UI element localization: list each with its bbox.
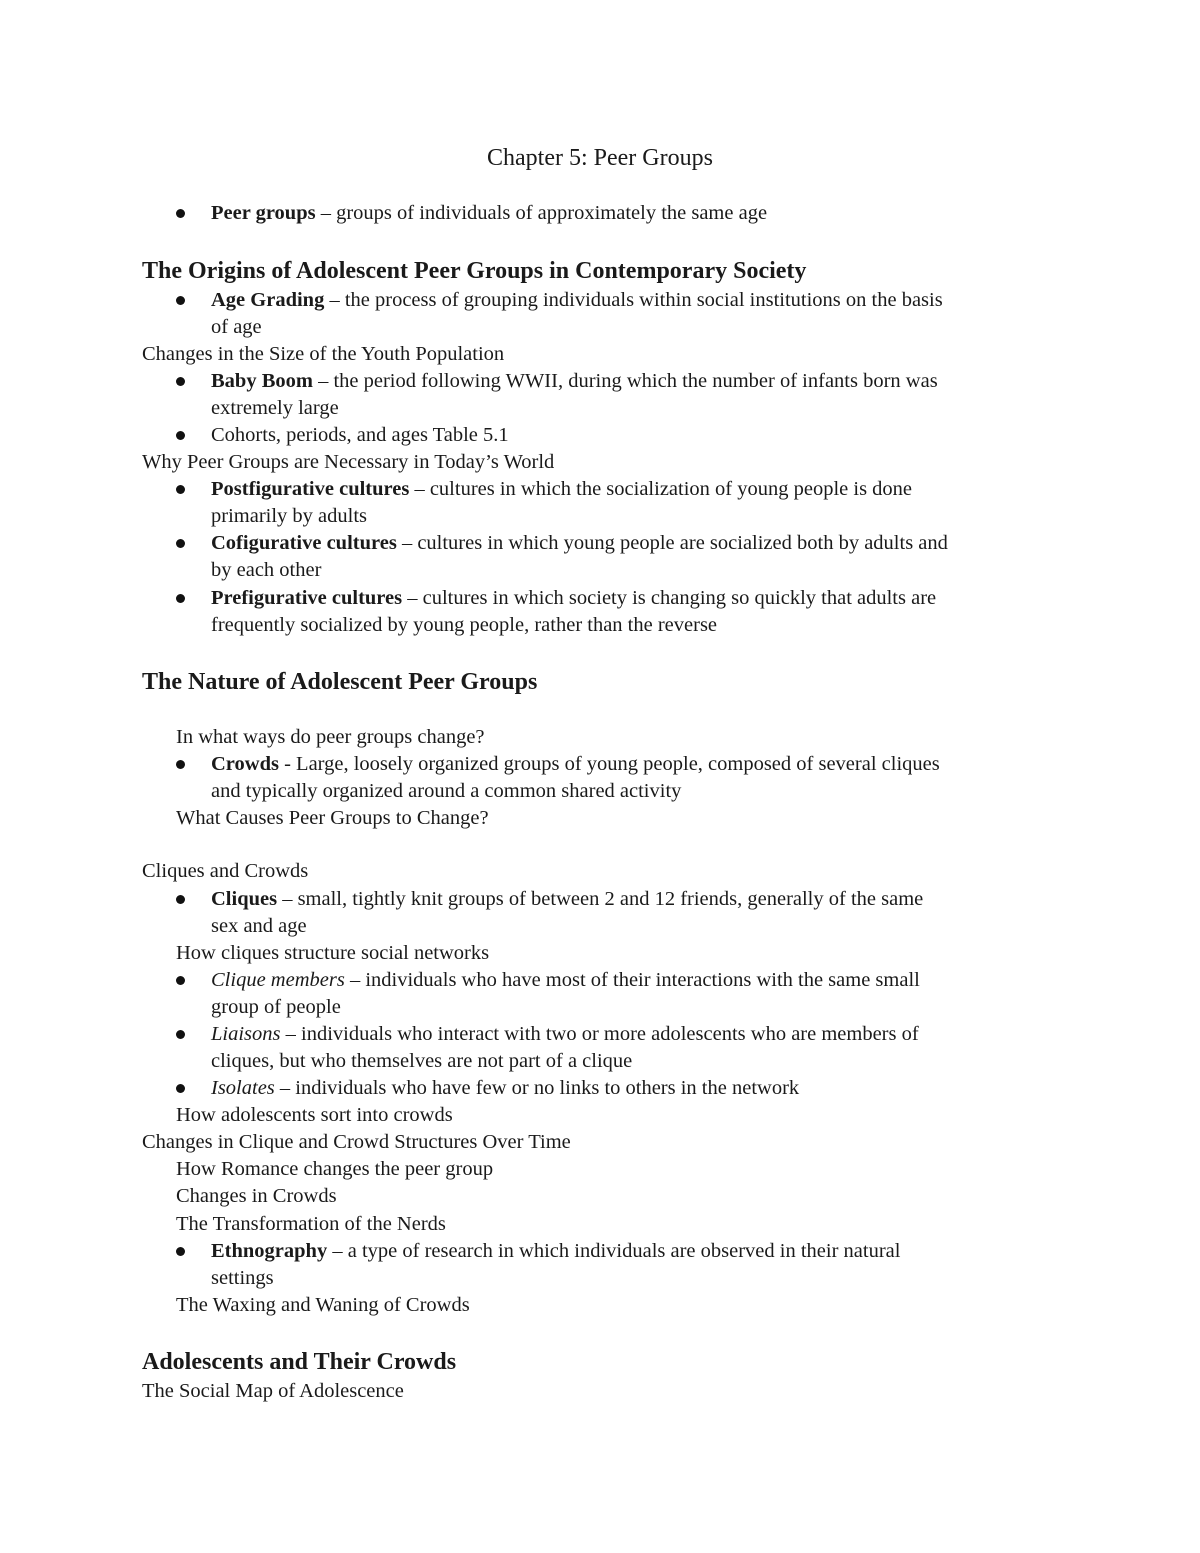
bullet-icon [176,594,185,603]
definition-baby-boom: – the period following WWII, during which the number of infants born was [312,370,938,392]
term-liaisons: Liaisons [211,1023,281,1045]
bullet-icon [176,895,185,904]
list-item-prefigurative [211,585,936,612]
definition-postfigurative: – cultures in which the socialization of young people is done [409,478,913,500]
bullet-icon [176,485,185,494]
definition-continuation: group of people [211,996,341,1018]
list-item-postfigurative [211,476,912,503]
definition-continuation: extremely large [211,397,339,419]
definition-continuation: sex and age [211,915,307,937]
subheading-sort-into-crowds: How adolescents sort into crowds [176,1104,453,1126]
list-item-ethnography [211,1238,900,1265]
list-item-peer-groups [211,200,767,227]
definition-peer-groups: – groups of individuals of approximately the same age [315,202,768,224]
list-item-cohorts: Cohorts, periods, and ages Table 5.1 [211,424,509,446]
term-baby-boom: Baby Boom [211,370,313,392]
list-item-cliques [211,886,923,913]
list-item-baby-boom [211,368,938,395]
list-item-isolates [211,1075,799,1102]
term-cofigurative: Cofigurative cultures [211,532,397,554]
definition-liaisons: – individuals who interact with two or more adolescents who are members of [280,1023,919,1045]
bullet-icon [176,539,185,548]
section-heading-crowds: Adolescents and Their Crowds [142,1349,457,1375]
term-age-grading: Age Grading [211,289,325,311]
definition-ethnography: – a type of research in which individuals are observed in their natural [327,1240,901,1262]
term-peer-groups: Peer groups [211,202,316,224]
subheading-structure-changes: Changes in Clique and Crowd Structures Over Time [142,1131,571,1153]
section-heading-nature: The Nature of Adolescent Peer Groups [142,669,538,695]
subheading-changes-in-crowds: Changes in Crowds [176,1185,337,1207]
definition-continuation: primarily by adults [211,505,368,527]
subheading-social-map: The Social Map of Adolescence [142,1380,404,1402]
subheading-nerds: The Transformation of the Nerds [176,1213,446,1235]
definition-continuation: and typically organized around a common shared activity [211,780,682,802]
subheading-cliques-and-crowds: Cliques and Crowds [142,860,309,882]
question-peer-groups-change: In what ways do peer groups change? [176,726,485,748]
page-title: Chapter 5: Peer Groups [487,145,713,171]
bullet-icon [176,296,185,305]
bullet-icon [176,1084,185,1093]
list-item-crowds [211,751,940,778]
definition-prefigurative: – cultures in which society is changing so quickly that adults are [402,587,937,609]
bullet-icon [176,1247,185,1256]
definition-clique-members: – individuals who have most of their interactions with the same small [344,969,920,991]
definition-continuation: by each other [211,559,322,581]
definition-continuation: frequently socialized by young people, rather than the reverse [211,614,718,636]
section-heading-origins: The Origins of Adolescent Peer Groups in Contemporary Society [142,258,807,284]
definition-cliques: – small, tightly knit groups of between 2 and 12 friends, generally of the same [277,888,924,910]
question-what-causes: What Causes Peer Groups to Change? [176,807,489,829]
bullet-icon [176,377,185,386]
bullet-icon [176,976,185,985]
subheading-how-cliques: How cliques structure social networks [176,942,490,964]
term-ethnography: Ethnography [211,1240,328,1262]
bullet-icon [176,431,185,440]
list-item-age-grading [211,287,943,314]
bullet-icon [176,1030,185,1039]
list-item-clique-members [211,967,920,994]
term-cliques: Cliques [211,888,278,910]
definition-cofigurative: – cultures in which young people are socialized both by adults and [396,532,948,554]
term-prefigurative: Prefigurative cultures [211,587,403,609]
definition-isolates: – individuals who have few or no links to others in the network [274,1077,800,1099]
subheading-youth-population: Changes in the Size of the Youth Population [142,343,505,365]
term-postfigurative: Postfigurative cultures [211,478,410,500]
term-isolates: Isolates [211,1077,275,1099]
definition-continuation: cliques, but who themselves are not part of a clique [211,1050,633,1072]
definition-age-grading: – the process of grouping individuals within social institutions on the basis [324,289,943,311]
term-clique-members: Clique members [211,969,345,991]
subheading-why-peer-groups: Why Peer Groups are Necessary in Today’s World [142,451,555,473]
subheading-romance: How Romance changes the peer group [176,1158,494,1180]
list-item-cofigurative [211,530,948,557]
subheading-waxing-waning: The Waxing and Waning of Crowds [176,1294,470,1316]
definition-continuation: of age [211,316,262,338]
term-crowds: Crowds [211,753,279,775]
bullet-icon [176,760,185,769]
bullet-icon [176,209,185,218]
list-item-liaisons [211,1021,919,1048]
definition-continuation: settings [211,1267,274,1289]
definition-crowds: - Large, loosely organized groups of young people, composed of several cliques [278,753,940,775]
